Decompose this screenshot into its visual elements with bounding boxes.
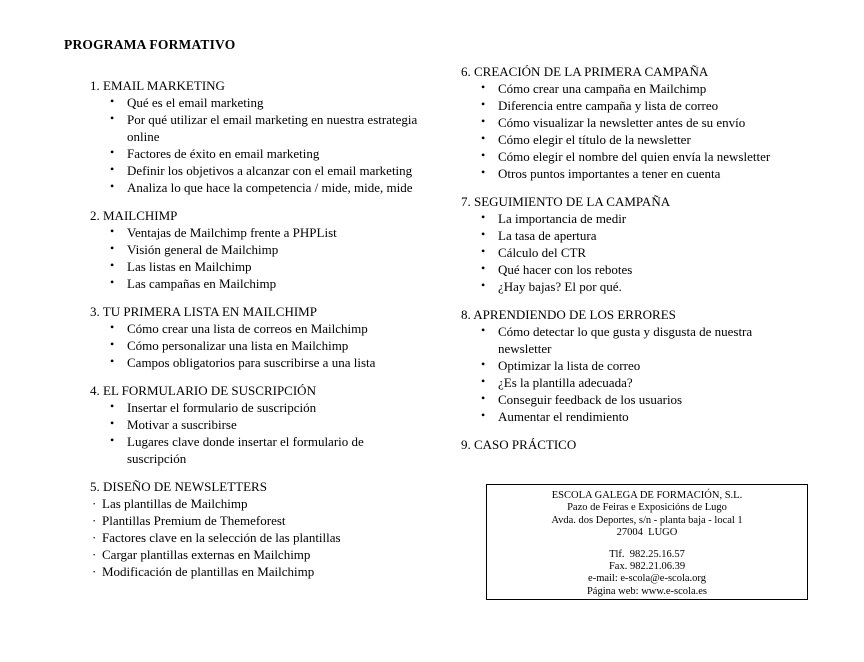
item-text: Las listas en Mailchimp [127,259,252,274]
bullet-list [90,94,420,196]
section-heading: 6. CREACIÓN DE LA PRIMERA CAMPAÑA [461,64,709,79]
disc-bullet-icon: • [481,357,486,371]
disc-bullet-icon: • [481,165,486,179]
footer-contact-box [486,484,808,600]
middot-bullet-icon: · [92,564,97,579]
disc-bullet-icon: • [110,224,115,238]
disc-bullet-icon: • [110,399,115,413]
item-text: Motivar a suscribirse [127,417,237,432]
section-7 [461,193,803,295]
disc-bullet-icon: • [110,337,115,351]
list-item [90,563,420,580]
section-heading: 1. EMAIL MARKETING [90,78,225,93]
list-item [90,529,420,546]
middot-bullet-icon: · [92,496,97,511]
item-text: La tasa de apertura [498,228,597,243]
item-text: Modificación de plantillas en Mailchimp [102,564,315,579]
list-item [461,391,803,408]
disc-bullet-icon: • [110,94,115,108]
item-text: Factores de éxito en email marketing [127,146,320,161]
item-text: Insertar el formulario de suscripción [127,400,317,415]
disc-bullet-icon: • [110,162,115,176]
list-item [461,357,803,374]
footer-contact-line: Fax. 982.21.06.39 [608,561,686,573]
footer-contact-line: Tlf. 982.25.16.57 [609,548,685,560]
column-right [461,63,803,453]
list-item [461,80,803,97]
disc-bullet-icon: • [481,210,486,224]
section-heading: 5. DISEÑO DE NEWSLETTERS [90,479,267,494]
footer-address-line: 27004 LUGO [616,527,678,539]
bullet-list [461,210,803,295]
footer-contact-line: e-mail: e-scola@e-scola.org [588,573,706,585]
item-text: Optimizar la lista de correo [498,358,641,373]
section-heading: 9. CASO PRÁCTICO [461,437,577,452]
list-item [461,148,803,165]
section-3 [90,303,420,371]
list-item [90,416,420,433]
list-item [90,111,420,145]
bullet-list [461,323,803,425]
section-heading: 8. APRENDIENDO DE LOS ERRORES [461,307,676,322]
item-text: Cómo elegir el nombre del quien envía la newsletter [498,149,771,164]
item-text: Campos obligatorios para suscribirse a una lista [127,355,376,370]
list-item [461,374,803,391]
bullet-list [90,495,420,580]
disc-bullet-icon: • [110,111,115,125]
list-item [90,320,420,337]
disc-bullet-icon: • [481,131,486,145]
middot-bullet-icon: · [92,530,97,545]
item-text: Cálculo del CTR [498,245,587,260]
item-text: Factores clave en la selección de las plantillas [102,530,341,545]
item-text: Visión general de Mailchimp [127,242,279,257]
disc-bullet-icon: • [481,148,486,162]
item-text: Definir los objetivos a alcanzar con el email marketing [127,163,413,178]
disc-bullet-icon: • [110,320,115,334]
item-text: Las plantillas de Mailchimp [102,496,248,511]
disc-bullet-icon: • [481,80,486,94]
disc-bullet-icon: • [110,179,115,193]
item-text: ¿Es la plantilla adecuada? [498,375,633,390]
section-4 [90,382,420,467]
bullet-list [90,224,420,292]
list-item [90,337,420,354]
list-item [90,433,420,467]
item-text: Cargar plantillas externas en Mailchimp [102,547,311,562]
list-item [90,145,420,162]
page-title: PROGRAMA FORMATIVO [64,37,236,52]
disc-bullet-icon: • [481,244,486,258]
section-heading: 2. MAILCHIMP [90,208,178,223]
list-item [90,495,420,512]
list-item [90,399,420,416]
list-item [461,97,803,114]
list-item [90,224,420,241]
list-item [461,227,803,244]
disc-bullet-icon: • [110,258,115,272]
section-heading: 7. SEGUIMIENTO DE LA CAMPAÑA [461,194,671,209]
item-text: Aumentar el rendimiento [498,409,629,424]
footer-address-line: ESCOLA GALEGA DE FORMACIÓN, S.L. [551,490,743,501]
disc-bullet-icon: • [110,275,115,289]
section-5 [90,478,420,580]
list-item [90,241,420,258]
item-text: Cómo crear una campaña en Mailchimp [498,81,707,96]
section-heading: 3. TU PRIMERA LISTA EN MAILCHIMP [90,304,317,319]
disc-bullet-icon: • [481,261,486,275]
list-item [90,162,420,179]
item-text: Ventajas de Mailchimp frente a PHPList [127,225,337,240]
disc-bullet-icon: • [481,323,486,337]
disc-bullet-icon: • [110,354,115,368]
footer-address-line: Pazo de Feiras e Exposicións de Lugo [567,502,727,514]
list-item [461,131,803,148]
footer-contact-line: Página web: www.e-scola.es [586,585,708,597]
item-text: Plantillas Premium de Themeforest [102,513,286,528]
list-item [461,114,803,131]
contact-block [487,549,807,599]
list-item [461,210,803,227]
item-text: Qué es el email marketing [127,95,264,110]
item-text: Qué hacer con los rebotes [498,262,633,277]
item-text: Cómo elegir el título de la newsletter [498,132,691,147]
item-text: Conseguir feedback de los usuarios [498,392,683,407]
disc-bullet-icon: • [481,227,486,241]
section-2 [90,207,420,292]
item-text: Por qué utilizar el email marketing en nuestra estrategia online [127,112,418,144]
item-text: Las campañas en Mailchimp [127,276,277,291]
list-item [461,165,803,182]
item-text: ¿Hay bajas? El por qué. [498,279,622,294]
disc-bullet-icon: • [110,241,115,255]
bullet-list [90,399,420,467]
disc-bullet-icon: • [481,278,486,292]
disc-bullet-icon: • [110,433,115,447]
item-text: Cómo personalizar una lista en Mailchimp [127,338,349,353]
list-item [90,275,420,292]
item-text: La importancia de medir [498,211,627,226]
item-text: Cómo crear una lista de correos en Mailchimp [127,321,368,336]
disc-bullet-icon: • [110,145,115,159]
middot-bullet-icon: · [92,547,97,562]
item-text: Otros puntos importantes a tener en cuenta [498,166,721,181]
list-item [461,323,803,357]
item-text: Lugares clave donde insertar el formulario de suscripción [127,434,364,466]
item-text: Analiza lo que hace la competencia / mide, mide, mide [127,180,413,195]
section-9 [461,436,803,453]
disc-bullet-icon: • [110,416,115,430]
list-item [461,261,803,278]
list-item [90,179,420,196]
list-item [90,512,420,529]
column-left [90,77,420,580]
list-item [90,94,420,111]
address-block [487,490,807,540]
footer-address-line: Avda. dos Deportes, s/n - planta baja - local 1 [551,514,743,526]
item-text: Cómo detectar lo que gusta y disgusta de nuestra newsletter [498,324,753,356]
middot-bullet-icon: · [92,513,97,528]
list-item [461,408,803,425]
list-item [90,546,420,563]
list-item [90,354,420,371]
section-heading: 4. EL FORMULARIO DE SUSCRIPCIÓN [90,383,316,398]
bullet-list [90,320,420,371]
list-item [461,278,803,295]
section-1 [90,77,420,196]
bullet-list [461,80,803,182]
disc-bullet-icon: • [481,408,486,422]
list-item [461,244,803,261]
disc-bullet-icon: • [481,374,486,388]
item-text: Diferencia entre campaña y lista de correo [498,98,719,113]
disc-bullet-icon: • [481,97,486,111]
list-item [90,258,420,275]
section-6 [461,63,803,182]
section-8 [461,306,803,425]
disc-bullet-icon: • [481,391,486,405]
item-text: Cómo visualizar la newsletter antes de su envío [498,115,746,130]
disc-bullet-icon: • [481,114,486,128]
